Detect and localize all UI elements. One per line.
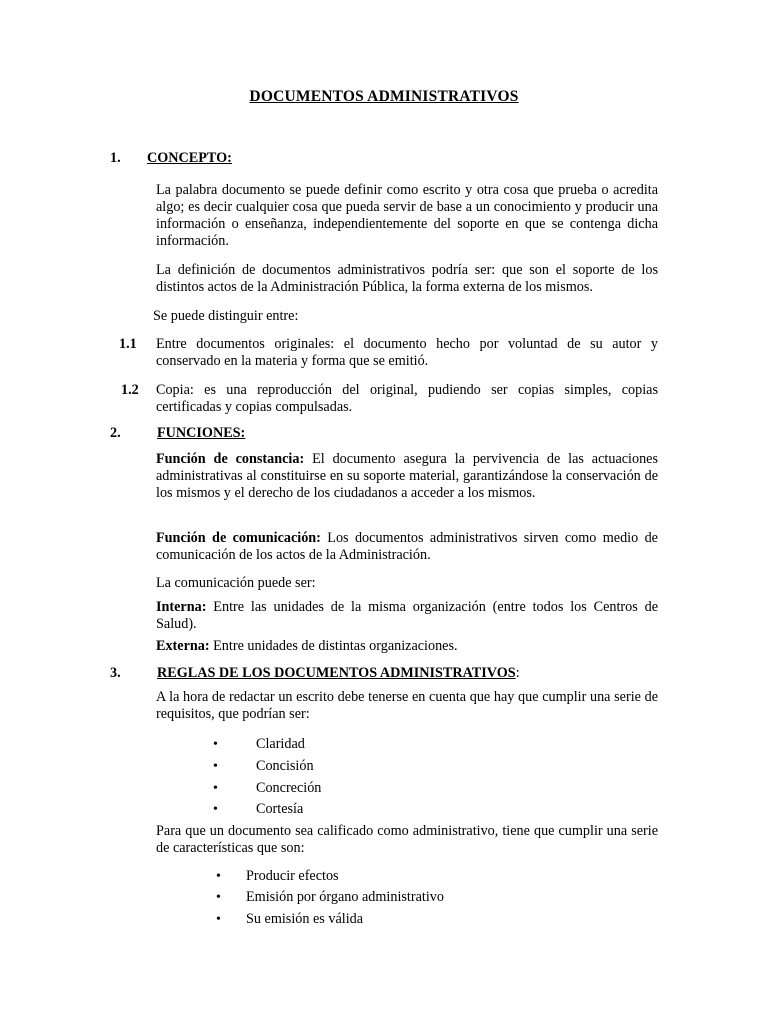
subitem-1-2-text: Copia: es una reproducción del original, pudiendo ser copias simples, copias certificadas y copias compulsadas. — [156, 382, 658, 415]
concept-paragraph-3: Se puede distinguir entre: — [153, 308, 299, 324]
communication-externa — [156, 638, 658, 655]
bullet-icon: • — [213, 802, 218, 817]
function-comunicacion-text: Los documentos administrativos sirven como medio de comunicación de los actos de la Administración. — [156, 530, 658, 563]
section-2-number: 2. — [110, 425, 121, 441]
bullet-icon: • — [216, 912, 221, 927]
interna-label: Interna: — [156, 599, 207, 615]
section-1-heading: CONCEPTO: — [147, 150, 232, 166]
bullet-icon: • — [216, 869, 221, 884]
list2-item-emision-valida: Su emisión es válida — [246, 911, 364, 927]
externa-label: Externa: — [156, 638, 210, 654]
bullet-icon: • — [213, 737, 218, 752]
section-3-heading-suffix: : — [515, 665, 520, 681]
list1-item-cortesia: Cortesía — [256, 801, 304, 817]
section-1-number: 1. — [110, 150, 121, 166]
subitem-1-2-number: 1.2 — [121, 382, 139, 398]
function-constancia-text: El documento asegura la pervivencia de las actuaciones administrativas al constituirse en su soporte material, garantizándose la conservación de los mismos y el derecho de los ciudadanos a acceder a los mismos. — [156, 451, 658, 501]
communication-interna — [156, 599, 658, 633]
function-comunicacion — [156, 530, 658, 564]
function-comunicacion-label: Función de comunicación: — [156, 530, 321, 546]
bullet-icon: • — [213, 781, 218, 796]
list1-item-concision: Concisión — [256, 758, 314, 774]
document-title: DOCUMENTOS ADMINISTRATIVOS — [249, 88, 519, 105]
function-constancia-label: Función de constancia: — [156, 451, 305, 467]
rules-paragraph-2: Para que un documento sea calificado como administrativo, tiene que cumplir una serie de características que son: — [156, 823, 658, 856]
list2-item-emision-organo: Emisión por órgano administrativo — [246, 889, 444, 905]
list2-item-producir-efectos: Producir efectos — [246, 868, 339, 884]
subitem-1-1-number: 1.1 — [119, 336, 137, 352]
interna-text: Entre las unidades de la misma organización (entre todos los Centros de Salud). — [156, 599, 658, 632]
function-constancia — [156, 451, 658, 502]
concept-paragraph-1: La palabra documento se puede definir como escrito y otra cosa que prueba o acredita algo; es decir cualquier cosa que pueda servir de base a un conocimiento y producir una información o enseñanza, independientemente del soporte en que se contenga dicha información. — [156, 182, 658, 249]
section-3-heading: REGLAS DE LOS DOCUMENTOS ADMINISTRATIVOS — [157, 665, 516, 681]
rules-paragraph-1: A la hora de redactar un escrito debe tenerse en cuenta que hay que cumplir una serie de requisitos, que podrían ser: — [156, 689, 658, 722]
bullet-icon: • — [213, 759, 218, 774]
subitem-1-1-text: Entre documentos originales: el documento hecho por voluntad de su autor y conservado en la materia y forma que se emitió. — [156, 336, 658, 369]
communication-intro: La comunicación puede ser: — [156, 575, 316, 591]
externa-text: Entre unidades de distintas organizaciones. — [209, 638, 458, 654]
section-2-heading: FUNCIONES: — [157, 425, 246, 441]
list1-item-concrecion: Concreción — [256, 780, 322, 796]
list1-item-claridad: Claridad — [256, 736, 305, 752]
section-3-number: 3. — [110, 665, 121, 681]
bullet-icon: • — [216, 890, 221, 905]
concept-paragraph-2: La definición de documentos administrativos podría ser: que son el soporte de los distintos actos de la Administración Pública, la forma externa de los mismos. — [156, 262, 658, 295]
section-3-heading-line — [157, 665, 520, 682]
